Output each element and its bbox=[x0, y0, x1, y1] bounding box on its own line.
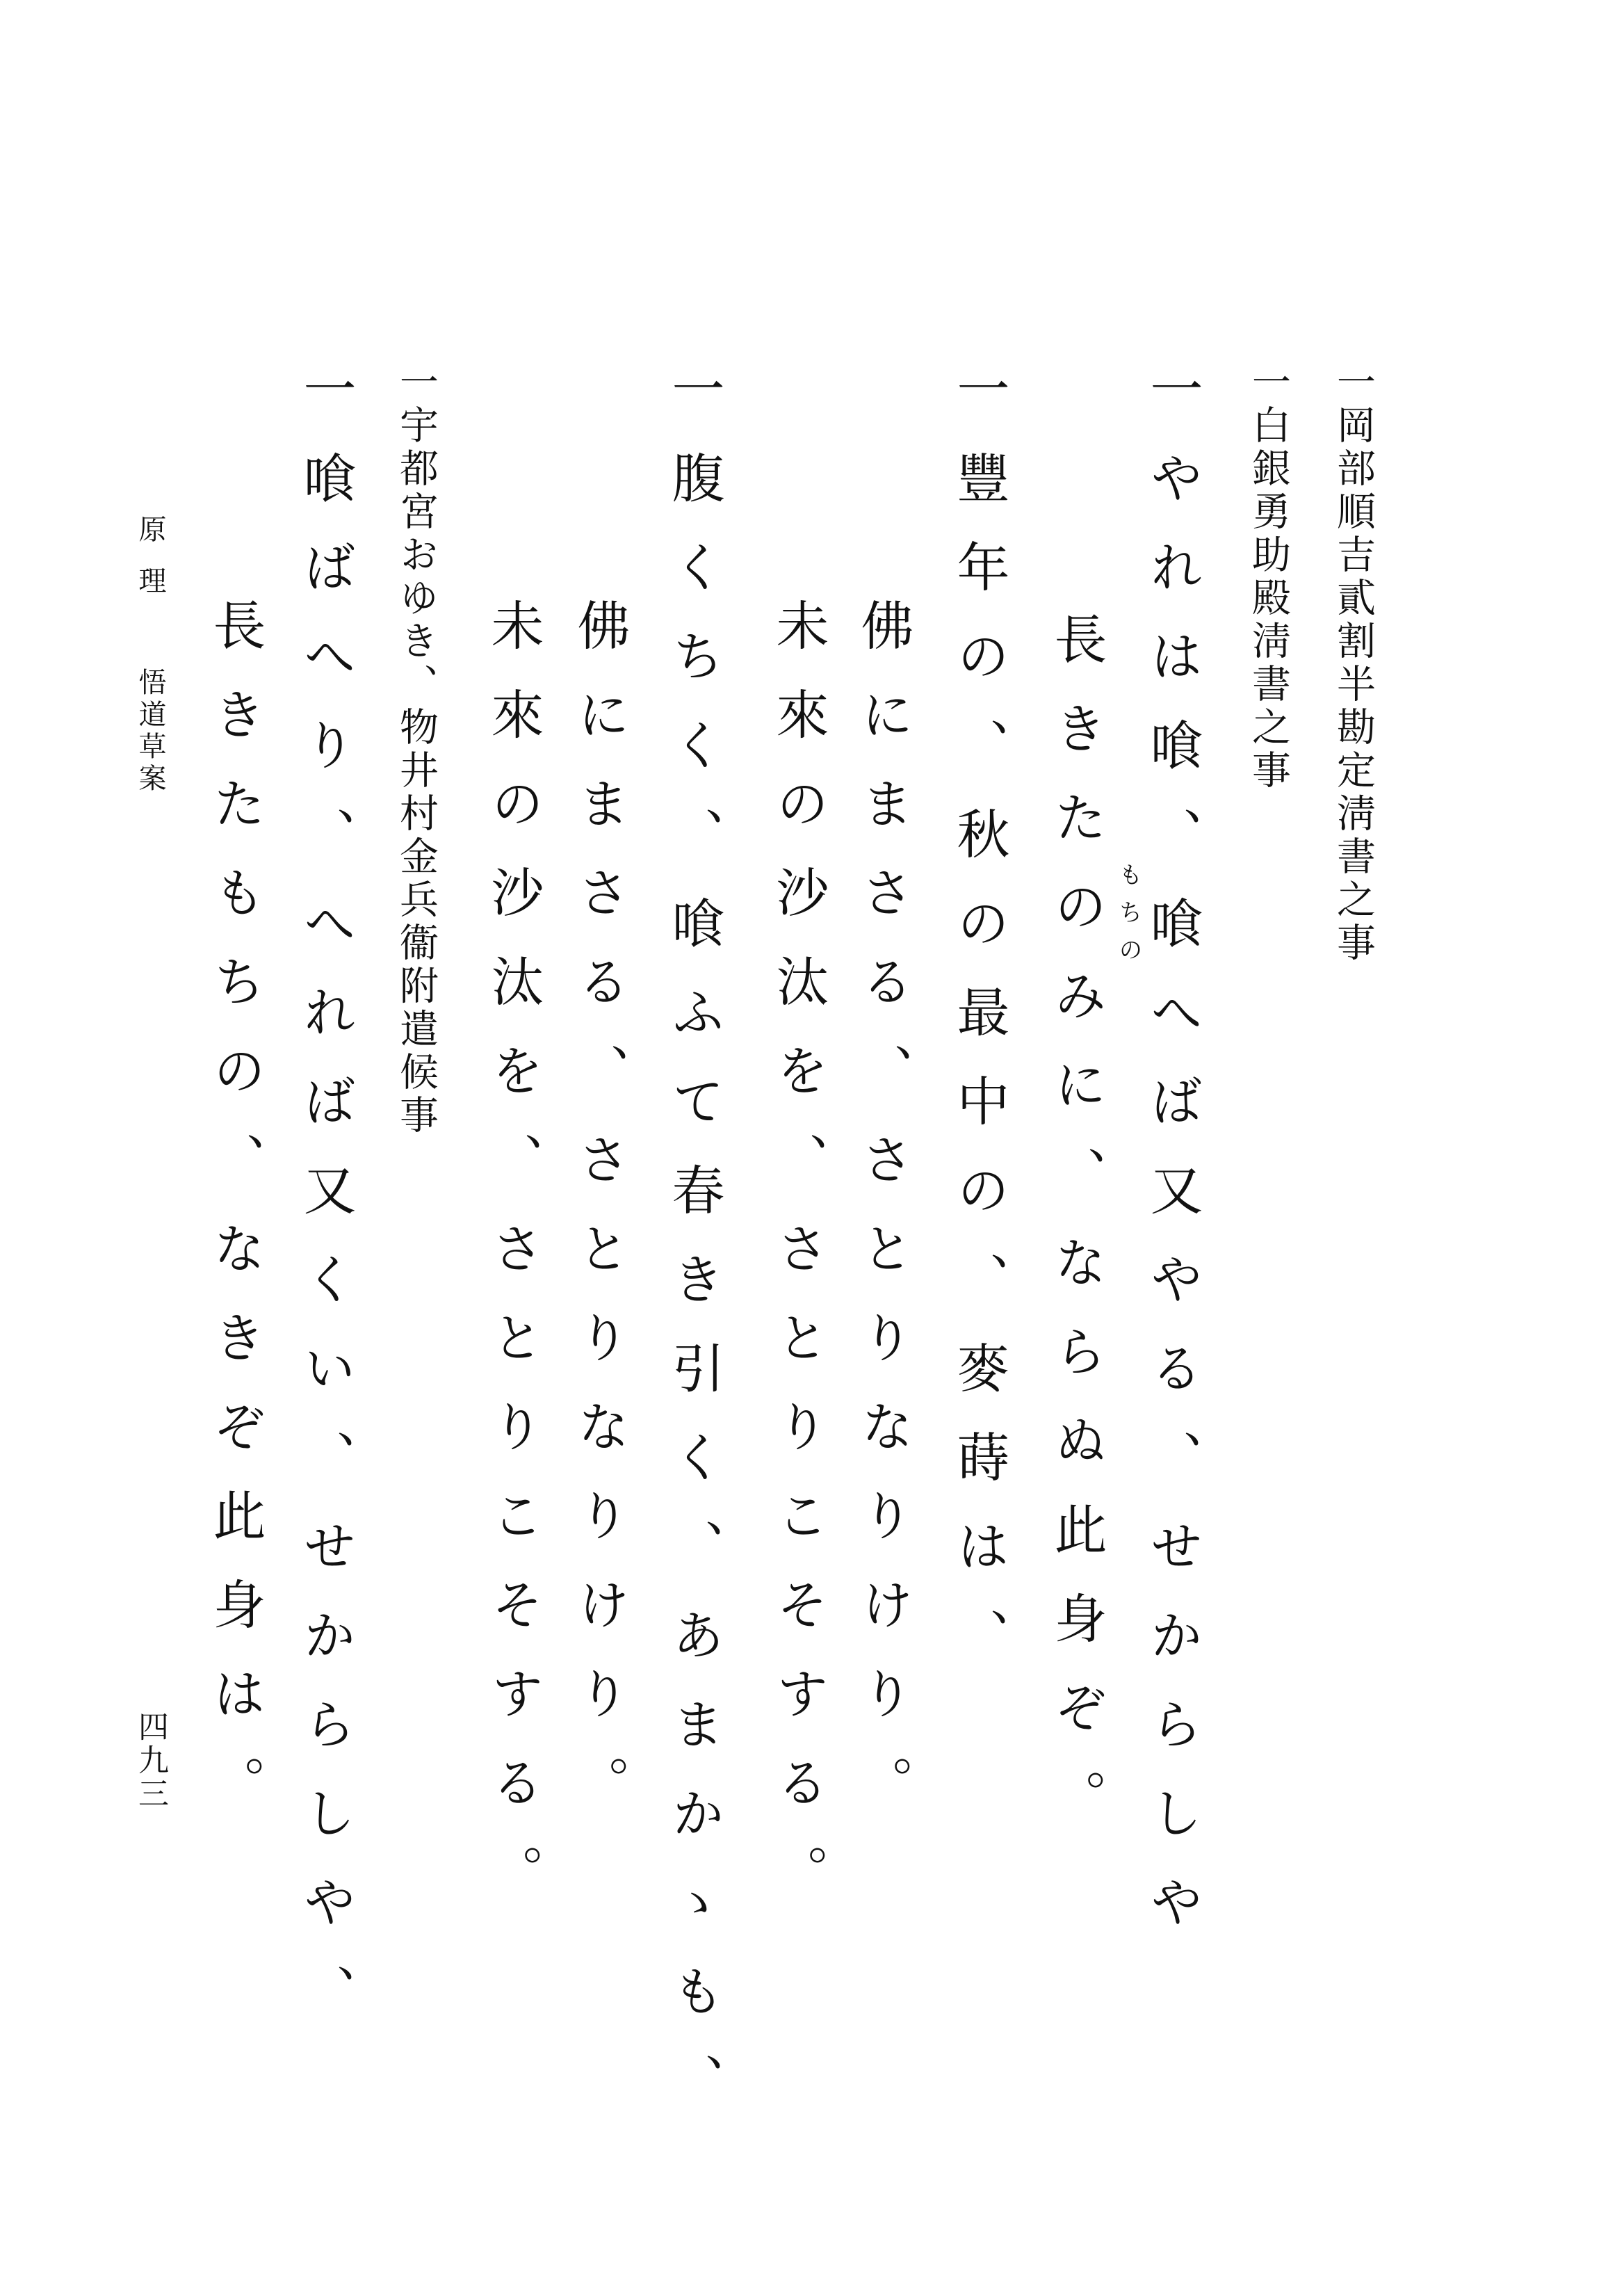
page-number: 四九三 bbox=[133, 1711, 168, 1811]
running-title-section: 原理 bbox=[134, 515, 166, 618]
ruby-annotation: もちの bbox=[1114, 862, 1142, 975]
entry-heading-utsunomiya: 一宇都宮おゆき、物井村金兵衞附遣候事 bbox=[393, 362, 439, 1138]
poem-3-line-3: 未來の沙汰を、さとりこそする。 bbox=[482, 598, 544, 1933]
entry-heading-okabe: 一岡部順吉貳割半勘定淸書之事 bbox=[1331, 362, 1376, 965]
poem-1-line-2: 長きたのみに、ならぬ此身ぞ。 bbox=[1046, 612, 1107, 1858]
poem-1-line-1: 一やれは喰、喰へば又やる、せからしや bbox=[1142, 362, 1203, 1964]
poem-3-line-2: 佛にまさる、さとりなりけり。 bbox=[569, 598, 631, 1844]
entry-heading-shirogane: 一白銀勇助殿淸書之事 bbox=[1246, 362, 1291, 793]
poem-2-line-2: 佛にまさる、さとりなりけり。 bbox=[852, 598, 914, 1844]
poem-4-line-2: 長きたもちの、なきぞ此身は。 bbox=[204, 598, 266, 1844]
running-title-book: 悟道草案 bbox=[134, 668, 166, 796]
poem-2-line-1: 一豐年の、秋の最中の、麥蒔は、 bbox=[948, 362, 1010, 1697]
poem-4-line-1: 一喰ばへり、へれば又くい、せからしや、 bbox=[295, 362, 357, 2053]
poem-2-line-3: 未來の沙汰を、さとりこそする。 bbox=[768, 598, 829, 1933]
poem-3-line-1: 一腹くちく、喰ふて春き引く、あまかゝも、 bbox=[663, 362, 725, 2142]
